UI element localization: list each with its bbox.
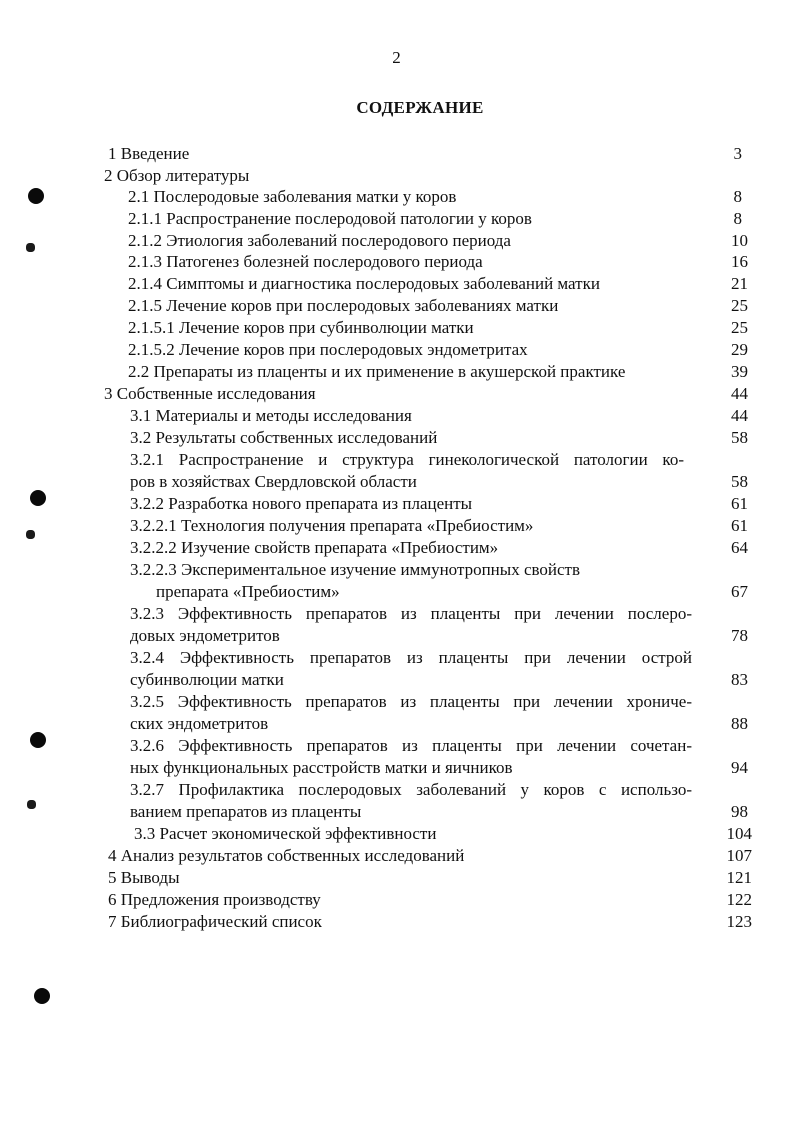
toc-entry-text: 3.2.5 Эффективность препаратов из плаценты при лечении хрониче-	[130, 692, 692, 711]
punch-hole	[30, 732, 46, 748]
toc-entry	[130, 735, 692, 757]
toc-entry-page: 83	[731, 670, 748, 689]
toc-entry-page: 123	[726, 912, 752, 931]
toc-entry-page: 21	[731, 274, 748, 293]
toc-entry-page: 122	[726, 890, 752, 909]
toc-entry	[130, 647, 692, 669]
toc-entry-text: ванием препаратов из плаценты	[130, 802, 362, 821]
toc-entry-text: ных функциональных расстройств матки и яичников	[130, 758, 513, 777]
toc-entry-page: 88	[731, 714, 748, 733]
toc-entry-page: 25	[731, 318, 748, 337]
toc-entry-page: 121	[726, 868, 752, 887]
toc-entry	[130, 779, 692, 801]
toc-entry-text: 3.2.2 Разработка нового препарата из плаценты	[130, 494, 473, 513]
toc-entry-text: 2.1.4 Симптомы и диагностика послеродовых заболеваний матки	[128, 274, 600, 293]
toc-entry-text: 4 Анализ результатов собственных исследований	[108, 846, 465, 865]
toc-entry-text: 7 Библиографический список	[108, 912, 322, 931]
toc-entry-text: 2.1.1 Распространение послеродовой патологии у коров	[128, 209, 532, 228]
scan-speck	[26, 243, 35, 252]
toc-entry-text: 3.2.7 Профилактика послеродовых заболеваний у коров с использо-	[130, 780, 692, 799]
toc-entry-text: 2 Обзор литературы	[104, 166, 250, 185]
toc-entry	[130, 691, 692, 713]
toc-entry-page: 61	[731, 516, 748, 535]
toc-entry-text: 3 Собственные исследования	[104, 384, 316, 403]
toc-entry-text: препарата «Пребиостим»	[156, 582, 340, 601]
toc-entry	[130, 603, 692, 625]
toc-entry-page: 8	[733, 209, 742, 228]
toc-entry-text: 3.2.4 Эффективность препаратов из плаценты при лечении острой	[130, 648, 692, 667]
toc-entry-page: 67	[731, 582, 748, 601]
toc-entry-page: 3	[733, 144, 742, 163]
toc-entry-page: 16	[731, 252, 748, 271]
toc-entry-page: 39	[731, 362, 748, 381]
toc-entry-page: 44	[731, 406, 748, 425]
toc-entry-text: 3.2.6 Эффективность препаратов из плаценты при лечении сочетан-	[130, 736, 692, 755]
toc-entry-text: 5 Выводы	[108, 868, 180, 887]
toc-entry-page: 25	[731, 296, 748, 315]
toc-entry-text: 2.1.2 Этиология заболеваний послеродового периода	[128, 231, 511, 250]
punch-hole	[28, 188, 44, 204]
toc-entry-page: 64	[731, 538, 748, 557]
toc-entry-text: 3.2.2.3 Экспериментальное изучение иммунотропных свойств	[130, 560, 581, 579]
toc-entry-page: 58	[731, 428, 748, 447]
toc-entry-text: 2.1.5.2 Лечение коров при послеродовых эндометритах	[128, 340, 528, 359]
toc-entry-text: субинволюции матки	[130, 670, 284, 689]
toc-entry-text: довых эндометритов	[130, 626, 280, 645]
toc-entry-text: 3.3 Расчет экономической эффективности	[134, 824, 437, 843]
toc-entry-text: ров в хозяйствах Свердловской области	[130, 472, 417, 491]
toc-entry-text: 3.2.2.1 Технология получения препарата «Пребиостим»	[130, 516, 534, 535]
toc-entry-text: 1 Введение	[108, 144, 190, 163]
toc-entry-text: 3.2 Результаты собственных исследований	[130, 428, 438, 447]
toc-entry-page: 61	[731, 494, 748, 513]
toc-entry-text: 2.2 Препараты из плаценты и их применение в акушерской практике	[128, 362, 626, 381]
scan-speck	[26, 530, 35, 539]
toc-entry-text: 6 Предложения производству	[108, 890, 321, 909]
toc-entry-text: 3.2.2.2 Изучение свойств препарата «Пребиостим»	[130, 538, 499, 557]
toc-title: СОДЕРЖАНИЕ	[356, 98, 484, 117]
punch-hole	[30, 490, 46, 506]
toc-entry	[130, 449, 684, 471]
toc-entry-page: 98	[731, 802, 748, 821]
toc-entry-text: 2.1 Послеродовые заболевания матки у коров	[128, 187, 457, 206]
toc-entry-text: 2.1.5 Лечение коров при послеродовых заболеваниях матки	[128, 296, 559, 315]
toc-entry-text: 2.1.3 Патогенез болезней послеродового периода	[128, 252, 483, 271]
punch-hole	[34, 988, 50, 1004]
toc-entry-text: 3.1 Материалы и методы исследования	[130, 406, 412, 425]
toc-entry-page: 29	[731, 340, 748, 359]
toc-entry-page: 10	[731, 231, 748, 250]
scan-speck	[27, 800, 36, 809]
toc-entry-text: ских эндометритов	[130, 714, 269, 733]
toc-entry-page: 44	[731, 384, 748, 403]
toc-entry-text: 3.2.3 Эффективность препаратов из плаценты при лечении послеро-	[130, 604, 692, 623]
toc-entry-text: 2.1.5.1 Лечение коров при субинволюции матки	[128, 318, 474, 337]
toc-entry-text: 3.2.1 Распространение и структура гинекологической патологии ко-	[130, 450, 684, 469]
toc-entry-page: 94	[731, 758, 748, 777]
toc-entry-page: 107	[726, 846, 752, 865]
toc-entry-page: 8	[733, 187, 742, 206]
toc-entry-page: 104	[726, 824, 752, 843]
page-number: 2	[392, 48, 401, 67]
toc-entry-page: 58	[731, 472, 748, 491]
toc-entry-page: 78	[731, 626, 748, 645]
